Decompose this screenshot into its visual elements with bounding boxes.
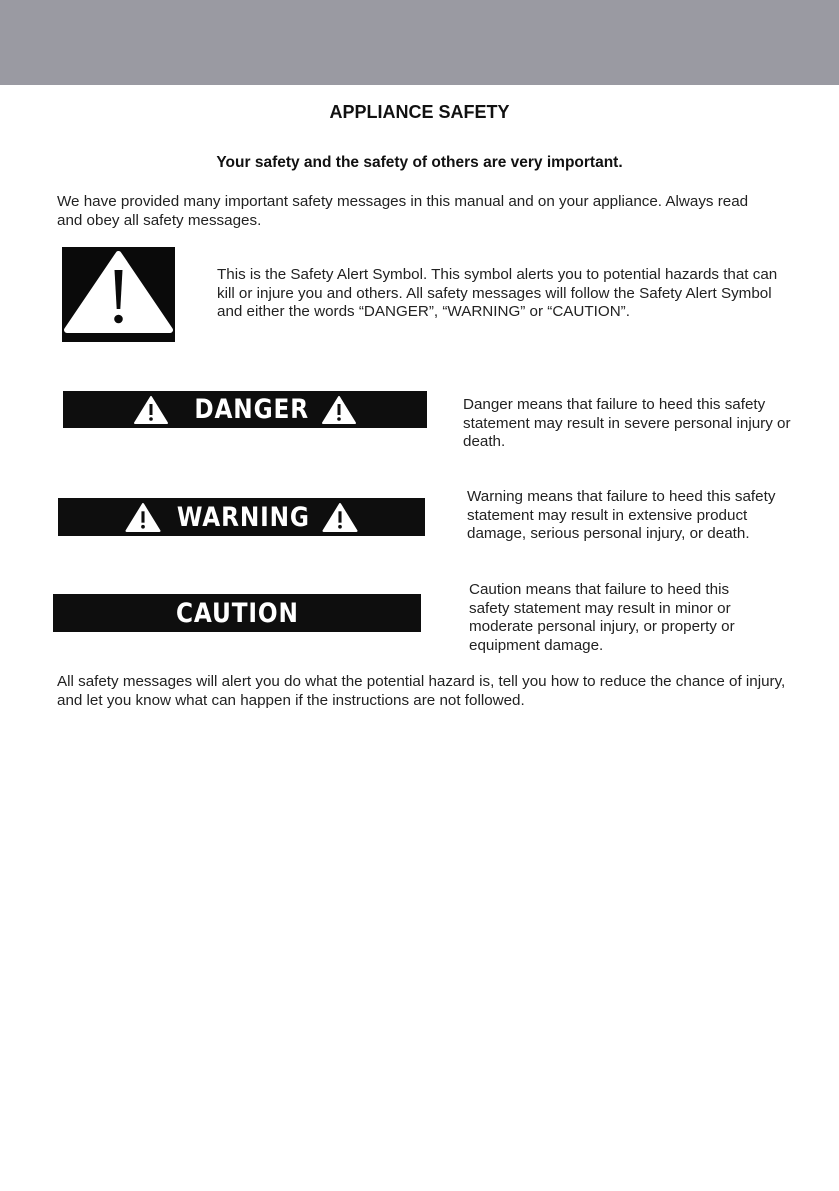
page-subtitle: Your safety and the safety of others are very important. xyxy=(216,154,623,171)
warning-description: Warning means that failure to heed this safety statement may result in extensive product damage, serious personal injury, or death. xyxy=(467,488,776,542)
caution-label: CAUTION xyxy=(175,597,299,629)
warning-triangle-icon xyxy=(321,501,359,534)
warning-triangle-icon xyxy=(62,247,175,342)
intro-paragraph: We have provided many important safety messages in this manual and on your appliance. Always read and obey all safety messages. xyxy=(57,193,749,229)
danger-label: DANGER xyxy=(194,394,310,425)
caution-banner xyxy=(53,594,421,632)
danger-banner xyxy=(63,391,427,428)
warning-label: WARNING xyxy=(176,501,311,533)
warning-triangle-icon xyxy=(133,394,169,426)
danger-description: Danger means that failure to heed this safety statement may result in severe personal injury or death. xyxy=(463,396,791,450)
caution-description: Caution means that failure to heed this safety statement may result in minor or moderate personal injury, or property or equipment damage. xyxy=(469,581,735,654)
warning-banner xyxy=(58,498,425,536)
alert-symbol-description: This is the Safety Alert Symbol. This symbol alerts you to potential hazards that can kill or injure you and others. All safety messages will follow the Safety Alert Symbol and either the words “DANGER”, “WARNING” or “CAUTION”. xyxy=(217,266,778,320)
closing-paragraph: All safety messages will alert you do what the potential hazard is, tell you how to reduce the chance of injury, and let you know what can happen if the instructions are not followed. xyxy=(57,673,786,709)
page-title: APPLIANCE SAFETY xyxy=(329,102,510,122)
warning-triangle-icon xyxy=(321,394,357,426)
safety-alert-symbol xyxy=(62,247,175,342)
header-band xyxy=(0,0,839,85)
warning-triangle-icon xyxy=(124,501,162,534)
